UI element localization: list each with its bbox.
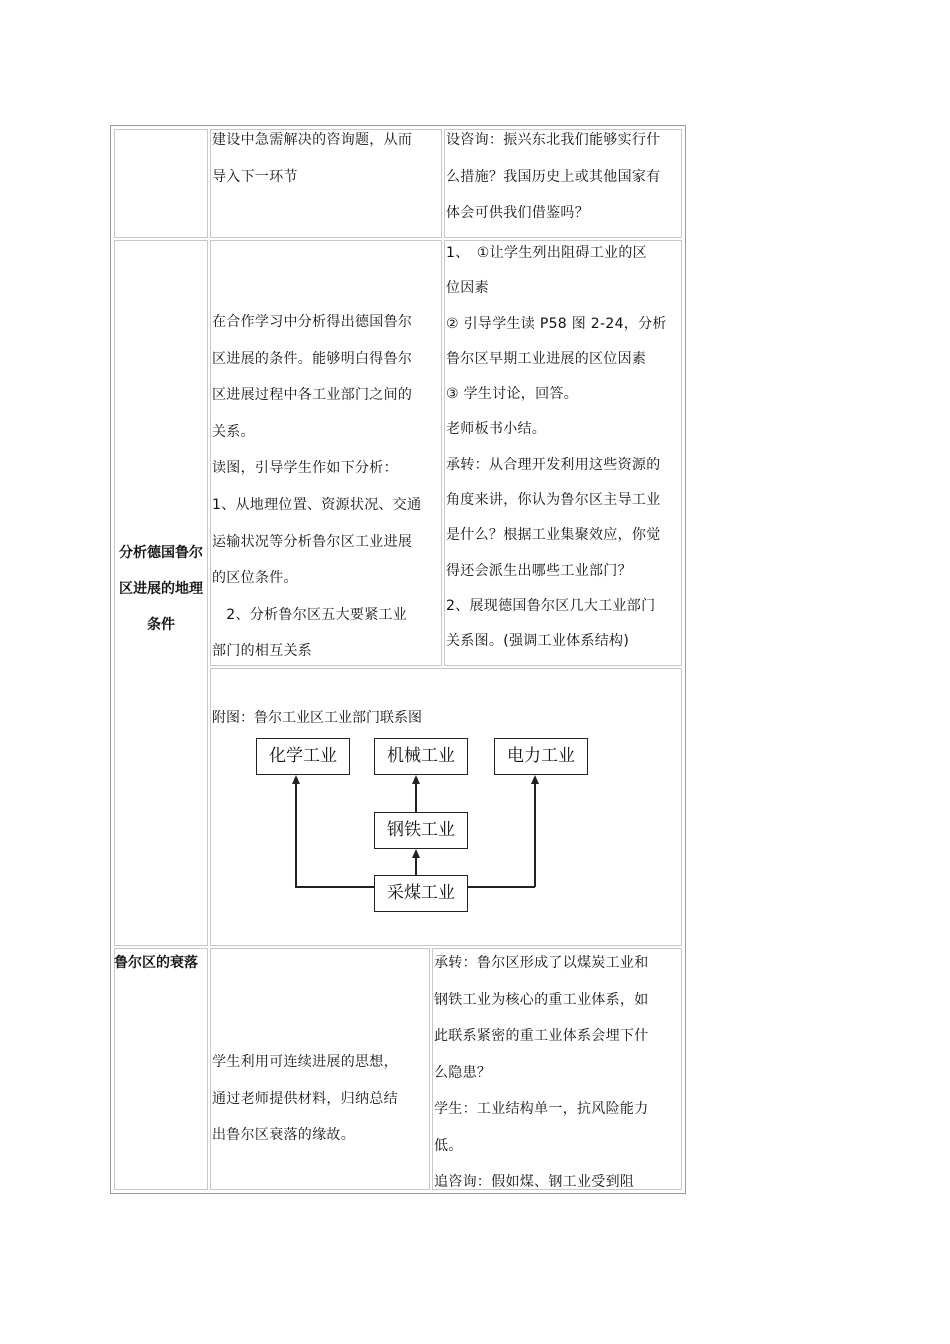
steel-industry-box: 钢铁工业 (374, 812, 468, 849)
text-line: 么措施？我国历史上或其他国家有 (446, 168, 661, 185)
text-line: ③ 学生讨论，回答。 (446, 386, 579, 403)
text-line: 导入下一环节 (212, 168, 298, 185)
text-line: 设咨询：振兴东北我们能够实行什 (446, 132, 661, 148)
row1-heading-cell (114, 129, 208, 238)
arrow-up-icon (412, 849, 420, 858)
text-line: 学生利用可连续进展的思想， (212, 1054, 398, 1070)
arrow-up-icon (531, 775, 539, 784)
text-line: 鲁尔区早期工业进展的区位因素 (446, 350, 647, 367)
text-line: 承转：鲁尔区形成了以煤炭工业和 (434, 955, 649, 971)
text-line: 角度来讲，你认为鲁尔区主导工业 (446, 492, 661, 509)
coal-industry-box: 采煤工业 (374, 875, 468, 912)
text-line: 是什么？根据工业集聚效应，你觉 (446, 527, 661, 544)
text-line: 的区位条件。 (212, 570, 298, 587)
arrow-up-icon (412, 775, 420, 784)
text-line: 此联系紧密的重工业体系会埋下什 (434, 1028, 649, 1044)
text-line: 老师板书小结。 (446, 421, 547, 438)
text-line: 1、 ①让学生列出阻碍工业的区 (446, 245, 647, 261)
heading-line: 条件 (147, 617, 175, 633)
text-line: 1、从地理位置、资源状况、交通 (212, 496, 422, 513)
text-line: 体会可供我们借鉴吗？ (446, 205, 589, 221)
connector-line (295, 784, 297, 887)
text-line: 部门的相互关系 (212, 643, 313, 660)
text-line: 学生：工业结构单一，抗风险能力 (434, 1101, 649, 1117)
diagram-caption: 附图：鲁尔工业区工业部门联系图 (212, 710, 422, 726)
text-line: 关系图。(强调工业体系结构) (446, 633, 630, 650)
text-line: 读图，引导学生作如下分析： (212, 460, 398, 477)
connector-line (415, 858, 417, 875)
text-line: 通过老师提供材料，归纳总结 (212, 1090, 398, 1107)
text-line: 承转：从合理开发利用这些资源的 (446, 456, 661, 473)
text-line: 出鲁尔区衰落的缘故。 (212, 1127, 355, 1143)
chemical-industry-box: 化学工业 (256, 738, 350, 775)
connector-line (295, 886, 375, 888)
text-line: 么隐患？ (434, 1064, 492, 1081)
text-line: 得还会派生出哪些工业部门？ (446, 562, 632, 579)
text-line: 2、展现德国鲁尔区几大工业部门 (446, 597, 656, 614)
connector-line (534, 784, 536, 887)
heading-line: 分析德国鲁尔 (119, 545, 203, 561)
row3-heading-cell (114, 948, 208, 1190)
text-line: 低。 (434, 1137, 463, 1154)
row2-heading (112, 535, 210, 643)
connector-line (468, 886, 535, 888)
text-line: 追咨询：假如煤、钢工业受到阻 (434, 1174, 635, 1190)
row1-activity-text (446, 122, 686, 232)
row3-heading: 鲁尔区的衰落 (114, 955, 198, 971)
machinery-industry-box: 机械工业 (374, 738, 468, 775)
text-line: ② 引导学生读 P58 图 2-24，分析 (446, 315, 667, 332)
row3-goal-text (212, 1044, 434, 1154)
text-line: 关系。 (212, 423, 255, 440)
text-line: 区进展的条件。能够明白得鲁尔 (212, 350, 413, 367)
row2-activity-text (446, 236, 686, 660)
text-line: 区进展过程中各工业部门之间的 (212, 387, 413, 404)
text-line: 在合作学习中分析得出德国鲁尔 (212, 314, 413, 330)
text-line: 位因素 (446, 280, 489, 297)
text-line: 2、分析鲁尔区五大要紧工业 (212, 606, 408, 623)
heading-line: 区进展的地理 (119, 581, 203, 597)
text-line: 建设中急需解决的咨询题，从而 (212, 132, 413, 148)
row2-goal-text (212, 304, 448, 670)
arrow-up-icon (292, 775, 300, 784)
connector-line (415, 784, 417, 812)
power-industry-box: 电力工业 (494, 738, 588, 775)
text-line: 运输状况等分析鲁尔区工业进展 (212, 533, 413, 550)
row3-activity-text (434, 945, 684, 1201)
row1-goal-text (212, 122, 444, 195)
text-line: 钢铁工业为核心的重工业体系，如 (434, 991, 649, 1008)
